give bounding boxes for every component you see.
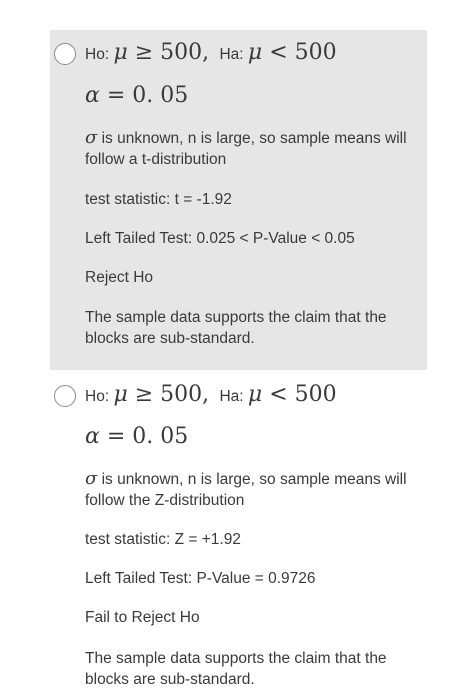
ho-label: Ho: (85, 46, 110, 63)
answer-option-a[interactable] (50, 30, 427, 370)
radio-button-option-a[interactable] (54, 43, 76, 65)
p-value-text: Left Tailed Test: 0.025 < P-Value < 0.05 (85, 230, 355, 247)
p-value-text: Left Tailed Test: P-Value = 0.9726 (85, 570, 316, 587)
alpha-line: α = 0. 05 (85, 424, 189, 449)
ha-label: Ha: (219, 46, 244, 63)
hypotheses-line (85, 384, 337, 407)
test-statistic: test statistic: t = -1.92 (85, 191, 232, 208)
answer-option-b[interactable] (50, 372, 427, 700)
ha-label: Ha: (219, 388, 244, 405)
ho-label: Ho: (85, 388, 110, 405)
distribution-text: σ is unknown, n is large, so sample means will follow a t-distribution (85, 127, 407, 168)
ha-expression: μ < 500 (247, 40, 337, 65)
distribution-text: σ is unknown, n is large, so sample means will follow the Z-distribution (85, 468, 407, 509)
conclusion-text: The sample data supports the claim that the blocks are sub-standard. (85, 650, 387, 688)
decision-text: Reject Ho (85, 269, 154, 286)
ha-expression: μ < 500 (247, 382, 337, 407)
decision-text: Fail to Reject Ho (85, 609, 200, 626)
conclusion-text: The sample data supports the claim that the blocks are sub-standard. (85, 309, 387, 347)
hypotheses-line (85, 42, 337, 65)
ho-expression: μ ≥ 500, (113, 382, 210, 407)
alpha-line: α = 0. 05 (85, 83, 189, 108)
radio-button-option-b[interactable] (54, 385, 76, 407)
ho-expression: μ ≥ 500, (113, 40, 210, 65)
test-statistic: test statistic: Z = +1.92 (85, 531, 241, 548)
